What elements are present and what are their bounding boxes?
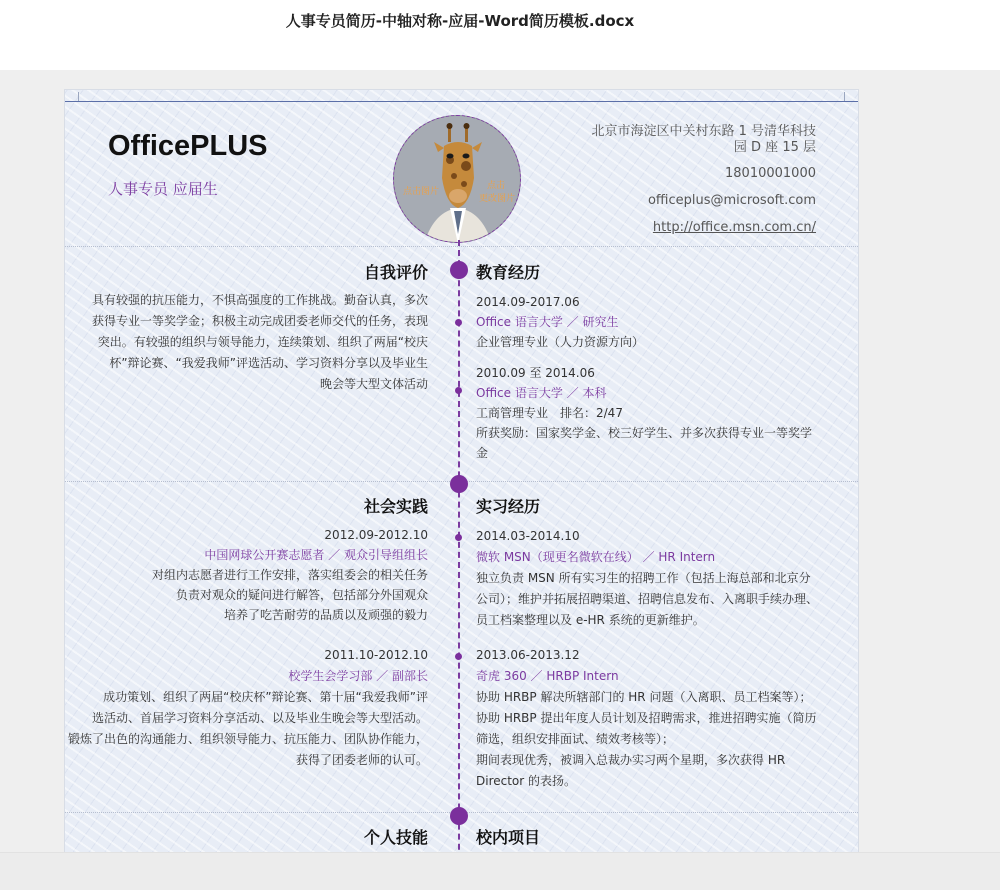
social-detail: 培养了吃苦耐劳的品质以及顽强的毅力 [223,608,428,622]
section-title-self-eval: 自我评价 [363,263,428,282]
self-eval-line: 杯”辩论赛、“我爱我师”评选活动、学习资料分享以及毕业生 [109,356,428,370]
education-entry [476,363,821,463]
self-eval-line: 晚会等大型文体活动 [319,377,428,391]
social-org: 校学生会学习部 ／ 副部长 [288,669,428,683]
education-period: 2014.09-2017.06 [476,295,580,309]
internship-entry [476,645,821,792]
education-entry [476,292,821,352]
section-title-social: 社会实践 [363,497,428,516]
section-divider [65,246,859,247]
social-entry [68,525,428,625]
photo-note-right-1: 点击 [486,181,505,191]
self-eval-line: 获得专业一等奖学金；积极主动完成团委老师交代的任务，表现 [91,314,428,328]
self-eval-line: 突出。有较强的组织与领导能力，连续策划、组织了两届“校庆 [97,335,428,349]
bottom-status-bar [0,852,1000,890]
internship-period: 2014.03-2014.10 [476,529,580,543]
timeline-dot [455,534,462,541]
resume-page [64,89,859,889]
contact-email: officeplus@microsoft.com [647,193,816,208]
resume-name: OfficePLUS [108,130,268,162]
contact-phone: 18010001000 [725,166,816,181]
education-period: 2010.09 至 2014.06 [476,366,595,380]
timeline-node [450,475,468,493]
internship-detail: 独立负责 MSN 所有实习生的招聘工作（包括上海总部和北京分 [476,571,811,585]
section-title-skills: 个人技能 [363,828,428,847]
internship-detail: 期间表现优秀，被调入总裁办实习两个星期，多次获得 HR [476,753,786,767]
education-school: Office 语言大学 ／ 研究生 [476,315,619,329]
education-detail: 企业管理专业（人力资源方向） [476,335,645,349]
social-detail: 锻炼了出色的沟通能力、组织领导能力、抗压能力、团队协作能力， [68,732,429,746]
internship-detail: 公司）；维护并拓展招聘渠道、招聘信息发布、入离职手续办理、 [476,592,819,606]
timeline-dot [455,319,462,326]
internship-detail: 协助 HRBP 提出年度人员计划及招聘需求，推进招聘实施（简历 [476,711,817,725]
page-top-rule [65,101,859,102]
education-detail: 金 [476,446,489,460]
section-title-projects: 校内项目 [476,828,541,847]
social-detail: 选活动、首届学习资料分享活动、以及毕业生晚会等大型活动。 [91,711,428,725]
resume-subtitle: 人事专员 应届生 [108,180,218,198]
social-detail: 成功策划、组织了两届“校庆杯”辩论赛、第十届“我爱我师”评 [103,690,428,704]
photo-note-right-2: 更改图片 [478,194,515,204]
section-title-internship: 实习经历 [476,497,541,516]
contact-address-line1: 北京市海淀区中关村东路 1 号清华科技 [591,124,816,139]
social-org: 中国网球公开赛志愿者 ／ 观众引导组组长 [204,548,428,562]
self-eval-text [68,290,428,395]
education-school: Office 语言大学 ／ 本科 [476,386,607,400]
self-eval-line: 具有较强的抗压能力，不惧高强度的工作挑战。勤奋认真，多次 [91,293,428,307]
social-detail: 对组内志愿者进行工作安排，落实组委会的相关任务 [151,568,428,582]
timeline-dot [455,653,462,660]
social-detail: 负责对观众的疑问进行解答，包括部分外国观众 [175,588,428,602]
contact-website-link[interactable]: http://office.msn.com.cn/ [652,220,816,235]
social-period: 2011.10-2012.10 [324,648,428,662]
document-title: 人事专员简历-中轴对称-应届-Word简历模板.docx [285,12,635,30]
internship-detail: Director 的表扬。 [476,774,577,788]
internship-entry [476,526,821,631]
timeline-dot [455,387,462,394]
social-detail: 获得了团委老师的认可。 [295,753,428,767]
internship-period: 2013.06-2013.12 [476,648,580,662]
internship-detail: 协助 HRBP 解决所辖部门的 HR 问题（入离职、员工档案等）； [476,690,812,704]
internship-detail: 员工档案整理以及 e-HR 系统的更新维护。 [476,613,705,627]
section-title-education: 教育经历 [476,263,541,282]
education-detail: 所获奖励：国家奖学金、校三好学生、并多次获得专业一等奖学 [476,426,813,440]
social-period: 2012.09-2012.10 [324,528,428,542]
social-entry [68,645,428,771]
timeline-node [450,807,468,825]
timeline-node [450,261,468,279]
internship-detail: 筛选，组织安排面试、绩效考核等）； [476,732,675,746]
internship-company: 奇虎 360 ／ HRBP Intern [476,669,619,683]
internship-company: 微软 MSN（现更名微软在线） ／ HR Intern [476,550,716,564]
contact-address-line2: 园 D 座 15 层 [733,140,816,155]
education-detail: 工商管理专业 排名：2/47 [476,406,623,420]
timeline-axis [458,240,460,889]
profile-photo[interactable] [393,115,521,243]
top-bar [0,0,1000,70]
photo-note-left: 点击图片 [402,187,439,197]
